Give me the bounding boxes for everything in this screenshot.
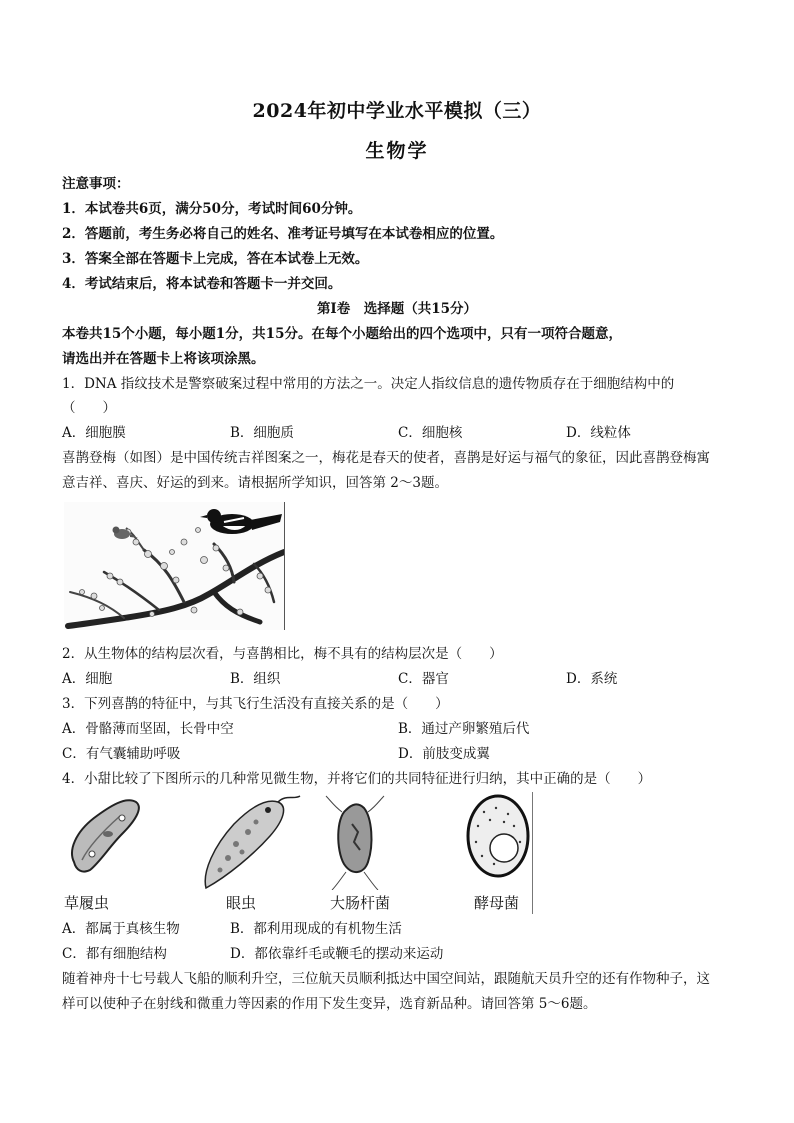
passage-magpie: 意吉祥、喜庆、好运的到来。请根据所学知识，回答第 2～3题。 [62, 475, 448, 491]
notice-item: 2．答题前，考生务必将自己的姓名、准考证号填写在本试卷相应的位置。 [62, 226, 504, 242]
question-3-option-d: D．前肢变成翼 [398, 746, 490, 762]
passage-spaceflight: 随着神舟十七号载人飞船的顺利升空，三位航天员顺利抵达中国空间站，跟随航天员升空的还有作物种子，这 [62, 971, 710, 987]
subject-title: 生物学 [365, 140, 429, 162]
question-3-stem: 3．下列喜鹊的特征中，与其飞行生活没有直接关系的是（ ） [62, 696, 449, 712]
magpie-plum-figure [64, 502, 285, 630]
question-1-stem: 1．DNA 指纹技术是警察破案过程中常用的方法之一。决定人指纹信息的遗传物质存在于细胞结构中的 [62, 376, 675, 392]
passage-spaceflight: 样可以使种子在射线和微重力等因素的作用下发生变异，选育新品种。请回答第 5～6题。 [62, 996, 597, 1012]
figure-label-e-coli: 大肠杆菌 [330, 894, 391, 912]
question-4-stem: 4．小甜比较了下图所示的几种常见微生物，并将它们的共同特征进行归纳，其中正确的是（ ） [62, 771, 652, 787]
question-1-blank: （ ） [62, 400, 116, 416]
question-1-option-b: B．细胞质 [230, 425, 294, 441]
question-3-option-c: C．有气囊辅助呼吸 [62, 746, 181, 762]
notice-item: 4．考试结束后，将本试卷和答题卡一并交回。 [62, 276, 342, 292]
question-2-option-a: A．细胞 [62, 671, 113, 687]
question-2-option-d: D．系统 [566, 671, 618, 687]
e-coli-icon [326, 796, 384, 890]
notice-item: 3．答案全部在答题卡上完成，答在本试卷上无效。 [62, 251, 369, 267]
notice-item: 1．本试卷共6页，满分50分，考试时间60分钟。 [62, 201, 362, 217]
question-2-option-c: C．器官 [398, 671, 449, 687]
question-3-option-a: A．骨骼薄而坚固，长骨中空 [62, 721, 234, 737]
question-4-option-c: C．都有细胞结构 [62, 946, 167, 962]
question-4-option-a: A．都属于真核生物 [62, 921, 180, 937]
paramecium-icon [72, 800, 139, 871]
passage-magpie: 喜鹊登梅（如图）是中国传统吉祥图案之一，梅花是春天的使者，喜鹊是好运与福气的象征，因此喜鹊登梅寓 [62, 450, 710, 466]
euglena-icon [205, 796, 300, 888]
magpie-plum-illustration [64, 502, 284, 630]
notice-heading: 注意事项： [62, 176, 130, 192]
figure-label-yeast: 酵母菌 [474, 894, 520, 912]
exam-title: 2024年初中学业水平模拟（三） [252, 100, 542, 122]
section-intro: 请选出并在答题卡上将该项涂黑。 [62, 351, 265, 367]
figure-label-euglena: 眼虫 [226, 894, 257, 912]
question-2-option-b: B．组织 [230, 671, 281, 687]
question-1-option-d: D．线粒体 [566, 425, 631, 441]
question-3-option-b: B．通过产卵繁殖后代 [398, 721, 530, 737]
yeast-icon [468, 796, 528, 876]
question-4-option-d: D．都依靠纤毛或鞭毛的摆动来运动 [230, 946, 444, 962]
question-1-option-c: C．细胞核 [398, 425, 463, 441]
question-4-option-b: B．都利用现成的有机物生活 [230, 921, 402, 937]
question-2-stem: 2．从生物体的结构层次看，与喜鹊相比，梅不具有的结构层次是（ ） [62, 646, 503, 662]
section-title: 第Ⅰ卷 选择题（共15分） [316, 301, 478, 317]
microorganisms-illustration [64, 792, 532, 890]
microorganisms-figure [64, 792, 533, 914]
question-1-option-a: A．细胞膜 [62, 425, 126, 441]
figure-label-paramecium: 草履虫 [64, 894, 110, 912]
section-intro: 本卷共15个小题，每小题1分，共15分。在每个小题给出的四个选项中，只有一项符合题意， [62, 326, 622, 342]
